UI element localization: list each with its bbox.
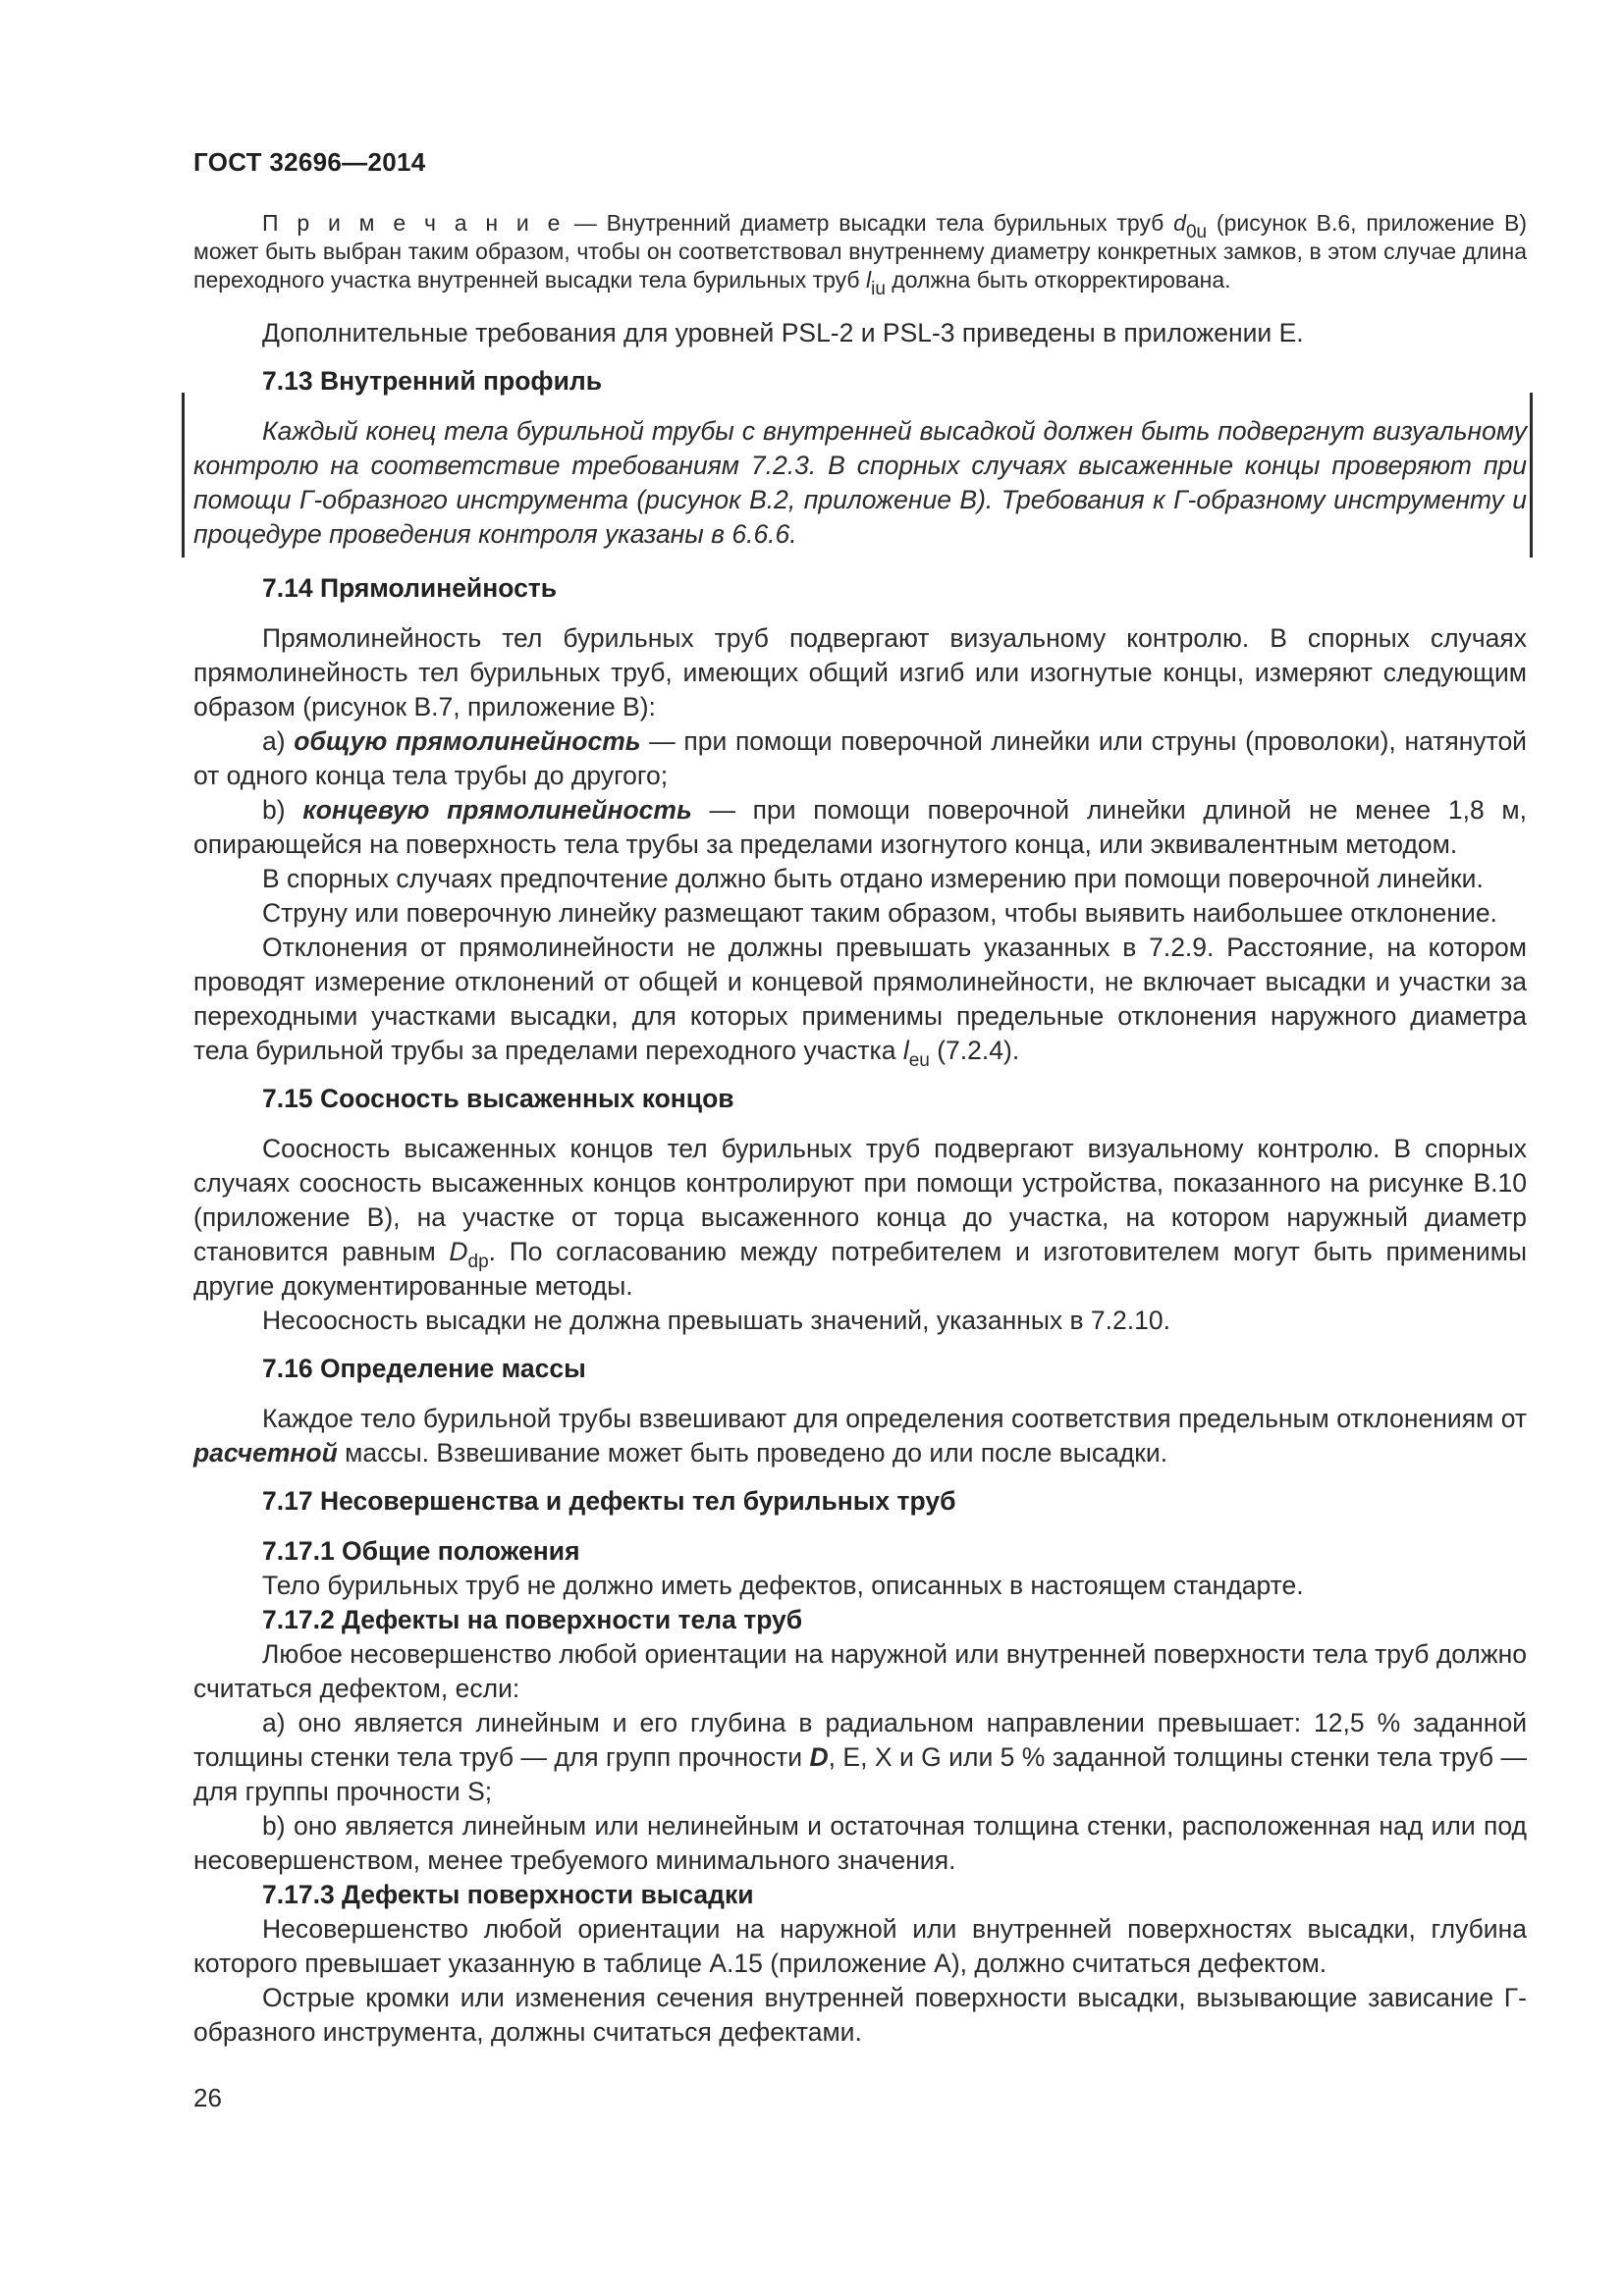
paragraph: Несоосность высадки не должна превышать значений, указанных в 7.2.10. [262,1306,1170,1335]
paragraph: Прямолинейность тел бурильных труб подвергают визуальному контролю. В спорных случаях прямолинейность тел бурильных труб, имеющих общий изгиб или изогнутые концы, измеряют следующим образом (рисунок В.7, приложение В): [193,623,1527,721]
section-7-16-title: 7.16 Определение массы [262,1354,586,1383]
paragraph: Струну или поверочную линейку размещают таким образом, чтобы выявить наибольшее отклонение. [262,898,1497,928]
document-header: ГОСТ 32696—2014 [193,147,426,177]
paragraph: Тело бурильных труб не должно иметь дефектов, описанных в настоящем стандарте. [262,1571,1304,1600]
section-7-17-2-title: 7.17.2 Дефекты на поверхности тела труб [262,1605,803,1634]
section-7-14-title: 7.14 Прямолинейность [262,573,558,603]
section-7-15-title: 7.15 Соосность высаженных концов [262,1084,734,1113]
paragraph: Отклонения от прямолинейности не должны превышать указанных в 7.2.9. Расстояние, на котором проводят измерение отклонений от общей и концевой прямолинейности, не включает высадки и участки за переходными участками высадки, для которых применимы предельные отклонения наружного диаметра тела бурильной трубы за пределами переходного участка $l_{eu}$ (7.2.4). [193,933,1527,1071]
list-item-b: b) оно является линейным или нелинейным и остаточная толщина стенки, расположенная над или под несовершенством, менее требуемого минимального значения. [193,1811,1527,1875]
psl-paragraph: Дополнительные требования для уровней PSL-2 и PSL-3 приведены в приложении Е. [262,318,1304,347]
paragraph: В спорных случаях предпочтение должно быть отдано измерению при помощи поверочной линейки. [262,864,1484,893]
section-7-17-3-title: 7.17.3 Дефекты поверхности высадки [262,1880,754,1909]
section-7-17-title: 7.17 Несовершенства и дефекты тел бурильных труб [262,1486,956,1516]
section-7-13-text: Каждый конец тела бурильной трубы с внутренней высадкой должен быть подвергнут визуальному контролю на соответствие требованиям 7.2.3. В спорных случаях высаженные концы проверяют при помощи Г-образного инструмента (рисунок В.2, приложение В). Требования к Г-образному инструменту и процедуре проведения контроля указаны в 6.6.6. [193,416,1527,549]
paragraph: Несовершенство любой ориентации на наружной или внутренней поверхностях высадки, глубина которого превышает указанную в таблице А.15 (приложение А), должно считаться дефектом. [193,1914,1527,1978]
paragraph: Любое несовершенство любой ориентации на наружной или внутренней поверхности тела труб должно считаться дефектом, если: [193,1639,1527,1703]
note-paragraph: П р и м е ч а н и е — Внутренний диаметр высадки тела бурильных труб $d_{0u}$ (рисунок В.6, приложение В) может быть выбран таким образом, чтобы он соответствовал внутреннему диаметру конкретных замков, в этом случае длина переходного участка внутренней высадки тела бурильных труб $l_{iu}$ должна быть откорректирована. [193,210,1528,299]
list-item-b: b) концевую прямолинейность — при помощи поверочной линейки длиной не менее 1,8 м, опирающейся на поверхность тела трубы за пределами изогнутого конца, или эквивалентным методом. [193,795,1527,859]
paragraph: Соосность высаженных концов тел бурильных труб подвергают визуальному контролю. В спорных случаях соосность высаженных концов контролируют при помощи устройства, показанного на рисунке В.10 (приложение В), на участке от торца высаженного конца до участка, на котором наружный диаметр становится равным $D_{dp}$. По согласованию между потребителем и изготовителем могут быть применимы другие документированные методы. [193,1134,1527,1301]
change-marked-block [193,414,1527,552]
document-page [193,145,1527,2050]
list-item-a: a) общую прямолинейность — при помощи поверочной линейки или струны (проволоки), натянутой от одного конца тела трубы до другого; [193,726,1527,790]
change-bar-left [182,393,185,558]
paragraph: Острые кромки или изменения сечения внутренней поверхности высадки, вызывающие зависание Г-образного инструмента, должны считаться дефектами. [193,1983,1527,2047]
section-7-17-1-title: 7.17.1 Общие положения [262,1536,580,1566]
list-item-a: а) оно является линейным и его глубина в радиальном направлении превышает: 12,5 % заданной толщины стенки тела труб — для групп прочности D, Е, Х и G или 5 % заданной толщины стенки тела труб — для группы прочности S; [193,1708,1528,1806]
paragraph: Каждое тело бурильной трубы взвешивают для определения соответствия предельным отклонениям от расчетной массы. Взвешивание может быть проведено до или после высадки. [193,1404,1527,1468]
note-label: П р и м е ч а н и е [262,210,565,236]
section-7-13-title: 7.13 Внутренний профиль [262,366,602,396]
page-number: 26 [193,2083,222,2112]
change-bar-right [1530,393,1533,558]
